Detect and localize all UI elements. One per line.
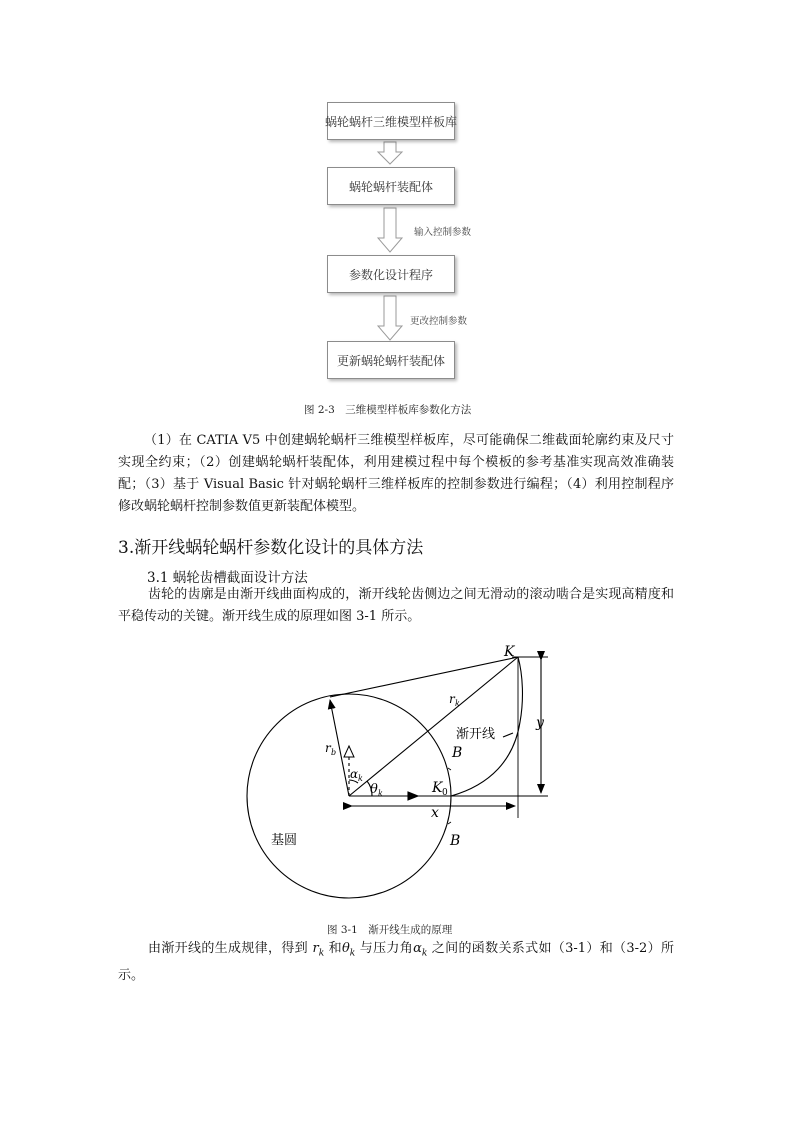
label-B-lower: B bbox=[450, 833, 461, 849]
label-alpha-sub: k bbox=[358, 774, 363, 783]
figure-caption-3-1: 图 3-1 渐开线生成的原理 bbox=[327, 924, 453, 936]
paragraph-method-steps: （1）在 CATIA V5 中创建蜗轮蜗杆三维模型样板库，尽可能确保二维截面轮廓约束及尺寸实现全约束；（2）创建蜗轮蜗杆装配体，利用建模过程中每个模板的参考基准实现高效准确装配；（3）基于 Visual Basic 针对蜗轮蜗杆三维样板库的控制参数进行编程；（4）利用控制程序修改蜗轮蜗杆控制参数值更新装配体模型。 bbox=[118, 433, 674, 514]
label-rb: r bbox=[325, 741, 331, 755]
paragraph-involute-intro: 齿轮的齿廓是由渐开线曲面构成的，渐开线轮齿侧边之间无滑动的滚动啮合是实现高精度和平稳传动的关键。渐开线生成的原理如图 3-1 所示。 bbox=[118, 587, 674, 624]
paragraph-function-relation bbox=[118, 938, 674, 987]
horizontal-axis-arrowhead bbox=[408, 792, 418, 800]
p3-symbol-theta: θ bbox=[341, 941, 350, 956]
label-rk-sub: k bbox=[455, 699, 460, 708]
p3-symbol-rk: r bbox=[312, 941, 319, 956]
label-theta: θ bbox=[370, 782, 378, 797]
label-involute: 渐开线 bbox=[456, 727, 496, 742]
flow-note-input-params: 输入控制参数 bbox=[414, 227, 472, 238]
p3-symbol-alpha-sub: k bbox=[421, 948, 428, 959]
label-theta-sub: k bbox=[378, 789, 383, 798]
label-alpha: α bbox=[350, 767, 359, 781]
subsection-heading: 3.1 蜗轮齿槽截面设计方法 bbox=[147, 570, 308, 586]
label-base-circle: 基圆 bbox=[271, 833, 298, 848]
involute-pointer bbox=[503, 733, 513, 737]
flow-note-change-params: 更改控制参数 bbox=[410, 316, 468, 327]
flow-box-updated-assembly: 更新蜗轮蜗杆装配体 bbox=[327, 341, 455, 379]
p3-text-3: 与压力角 bbox=[355, 941, 414, 956]
p3-text-4: 之间的函数关系式如（3-1）和（3-2）所示。 bbox=[118, 941, 674, 983]
p3-text-1: 由渐开线的生成规律，得到 bbox=[148, 941, 313, 956]
label-x: x bbox=[431, 805, 439, 821]
figure-caption-2-3: 图 2-3 三维模型样板库参数化方法 bbox=[304, 404, 472, 416]
label-K0: K bbox=[432, 780, 443, 796]
flow-box-assembly: 蜗轮蜗杆装配体 bbox=[327, 167, 455, 205]
section-heading: 3.渐开线蜗轮蜗杆参数化设计的具体方法 bbox=[118, 538, 424, 558]
label-K0-sub: 0 bbox=[442, 788, 448, 798]
p3-text-2: 和 bbox=[324, 941, 342, 956]
p3-symbol-rk-sub: k bbox=[318, 948, 325, 959]
tick-upper bbox=[448, 768, 451, 770]
flow-box-design-program: 参数化设计程序 bbox=[327, 255, 455, 293]
p3-symbol-theta-sub: k bbox=[349, 948, 356, 959]
label-B-upper: B bbox=[452, 745, 463, 761]
p3-symbol-alpha: α bbox=[413, 941, 422, 956]
tangent-line bbox=[330, 657, 518, 697]
label-rk: r bbox=[449, 692, 455, 706]
label-rb-sub: b bbox=[331, 748, 337, 757]
flow-box-template-library: 蜗轮蜗杆三维模型样板库 bbox=[327, 102, 455, 140]
label-y: y bbox=[536, 715, 544, 731]
tick-lower bbox=[448, 822, 451, 824]
label-K: K bbox=[504, 644, 515, 660]
vertical-axis-arrowhead bbox=[344, 746, 354, 757]
